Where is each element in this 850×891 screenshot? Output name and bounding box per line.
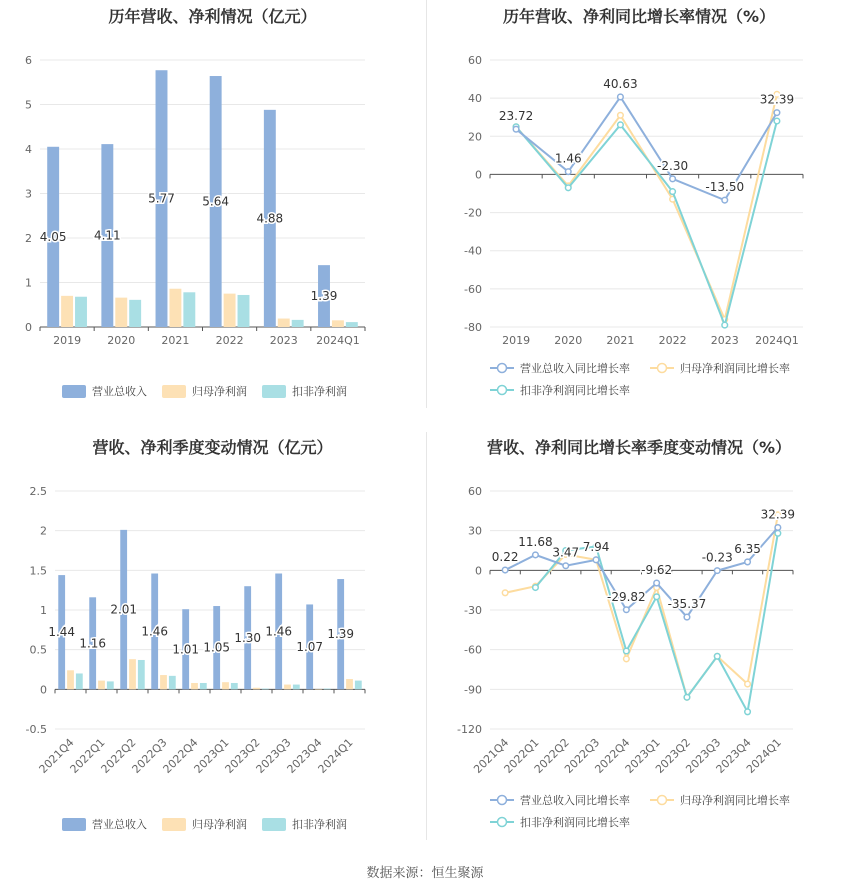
legend-label: 扣非净利润同比增长率 [520, 384, 630, 397]
series-point-扣非净利润同比增长率 [624, 648, 630, 654]
chart-title: 营收、净利同比增长率季度变动情况（%） [486, 438, 792, 457]
x-tick-label: 2019 [53, 334, 82, 347]
data-label: -29.82 [607, 589, 646, 604]
data-label: 4.11 [93, 228, 121, 243]
y-tick-label: 1.5 [29, 564, 47, 578]
legend-marker [498, 386, 507, 395]
vertical-divider-top [426, 0, 427, 408]
series-point-营业总收入同比增长率 [624, 607, 630, 613]
legend-marker [498, 796, 507, 805]
data-label: 1.46 [141, 624, 169, 639]
y-tick-label: 1 [40, 604, 47, 617]
data-label: 1.01 [172, 642, 200, 657]
series-point-营业总收入同比增长率 [654, 580, 660, 586]
x-tick-label: 2023Q3 [253, 735, 294, 776]
bar-归母净利润 [61, 296, 73, 327]
y-tick-label: 20 [468, 130, 482, 144]
series-line-扣非净利润同比增长率 [535, 533, 777, 712]
annual-growth-chart [428, 0, 850, 420]
series-point-营业总收入同比增长率 [502, 567, 508, 573]
y-tick-label: 1 [25, 276, 32, 290]
data-label: 7.94 [582, 539, 610, 554]
annual-revenue-profit-panel [0, 0, 425, 420]
data-label: 5.77 [148, 191, 175, 206]
x-tick-label: 2022Q2 [98, 735, 139, 776]
legend-label: 营业总收入同比增长率 [520, 362, 630, 375]
legend-swatch [62, 818, 86, 831]
data-label: -9.62 [641, 563, 673, 578]
legend-label: 归母净利润 [192, 385, 247, 398]
data-label: 5.64 [202, 194, 230, 209]
x-tick-label: 2022Q4 [160, 735, 201, 776]
bar-归母净利润 [284, 685, 291, 690]
bar-扣非净利润 [183, 292, 195, 327]
series-point-营业总收入同比增长率 [513, 126, 519, 132]
x-tick-label: 2023Q4 [284, 735, 325, 776]
y-tick-label: 6 [25, 54, 32, 67]
data-label: 32.39 [760, 507, 796, 522]
legend-swatch [162, 385, 186, 398]
x-tick-label: 2023 [710, 334, 739, 347]
bar-归母净利润 [160, 675, 167, 689]
y-tick-label: -40 [464, 244, 482, 258]
x-tick-label: 2024Q1 [743, 735, 784, 776]
series-point-归母净利润同比增长率 [624, 656, 630, 662]
bar-扣非净利润 [324, 689, 331, 690]
y-tick-label: -0.5 [25, 723, 47, 736]
x-tick-label: 2024Q1 [316, 334, 360, 347]
annual-revenue-profit-chart [0, 0, 425, 420]
series-point-营业总收入同比增长率 [565, 169, 571, 175]
bar-扣非净利润 [292, 320, 304, 327]
bar-扣非净利润 [76, 673, 83, 689]
quarterly-growth-panel [428, 431, 850, 851]
bar-归母净利润 [332, 320, 344, 327]
y-tick-label: -90 [464, 683, 482, 697]
x-tick-label: 2021Q4 [36, 735, 77, 776]
x-tick-label: 2019 [502, 334, 531, 347]
y-tick-label: 5 [25, 98, 32, 112]
data-label: 4.88 [256, 211, 284, 226]
series-point-营业总收入同比增长率 [618, 94, 624, 100]
legend-label: 归母净利润同比增长率 [680, 794, 790, 807]
legend-marker [658, 364, 667, 373]
x-tick-label: 2021 [161, 334, 190, 347]
series-point-扣非净利润同比增长率 [722, 322, 728, 328]
bar-归母净利润 [129, 659, 136, 689]
x-tick-label: 2023Q2 [653, 735, 694, 776]
data-label: 3.47 [552, 545, 580, 560]
x-tick-label: 2023Q4 [713, 735, 754, 776]
data-label: -35.37 [667, 597, 707, 612]
y-tick-label: -80 [464, 321, 482, 334]
x-tick-label: 2022Q2 [531, 735, 572, 776]
series-point-归母净利润同比增长率 [618, 113, 624, 119]
bar-归母净利润 [115, 298, 127, 327]
y-tick-label: 30 [468, 524, 482, 538]
x-tick-label: 2022 [215, 334, 244, 347]
legend-swatch [162, 818, 186, 831]
data-label: 1.30 [234, 630, 262, 645]
data-label: 1.16 [79, 636, 107, 651]
data-label: -2.30 [657, 158, 689, 173]
data-label: 1.05 [203, 640, 231, 655]
bar-归母净利润 [315, 689, 322, 690]
x-tick-label: 2022Q1 [501, 735, 542, 776]
series-point-营业总收入同比增长率 [714, 568, 720, 574]
x-tick-label: 2023Q2 [222, 735, 263, 776]
y-tick-label: 3 [25, 187, 32, 201]
data-label: 1.46 [265, 624, 293, 639]
annual-growth-panel [428, 0, 850, 420]
series-point-扣非净利润同比增长率 [774, 118, 780, 124]
series-point-扣非净利润同比增长率 [565, 185, 571, 191]
quarterly-revenue-profit-panel [0, 431, 425, 851]
y-tick-label: -120 [457, 723, 482, 736]
legend-label: 营业总收入 [92, 818, 147, 831]
y-tick-label: 2 [40, 524, 47, 538]
bar-归母净利润 [191, 683, 198, 689]
legend-swatch [262, 818, 286, 831]
y-tick-label: 0 [475, 168, 482, 182]
quarterly-revenue-profit-chart [0, 431, 425, 851]
data-label: 1.39 [310, 289, 338, 304]
bar-扣非净利润 [138, 660, 145, 689]
bar-扣非净利润 [355, 681, 362, 690]
data-source-label: 数据来源：恒生聚源 [366, 866, 484, 881]
x-tick-label: 2021Q4 [471, 735, 512, 776]
bar-归母净利润 [98, 681, 105, 690]
y-tick-label: -60 [464, 282, 482, 296]
x-tick-label: 2023Q1 [622, 735, 663, 776]
y-tick-label: -30 [464, 604, 482, 617]
y-tick-label: 60 [468, 485, 482, 498]
legend-label: 扣非净利润 [292, 385, 347, 398]
data-label: 32.39 [759, 92, 795, 107]
series-point-营业总收入同比增长率 [593, 557, 599, 563]
series-point-扣非净利润同比增长率 [618, 122, 624, 128]
data-label: -0.23 [701, 550, 733, 565]
bar-归母净利润 [67, 670, 74, 689]
legend-label: 归母净利润同比增长率 [680, 362, 790, 375]
chart-title: 历年营收、净利同比增长率情况（%） [502, 7, 776, 26]
series-point-归母净利润同比增长率 [745, 681, 751, 687]
data-label: -13.50 [705, 180, 745, 195]
series-point-扣非净利润同比增长率 [714, 653, 720, 659]
x-tick-label: 2020 [107, 334, 136, 347]
y-tick-label: 40 [468, 92, 482, 106]
data-label: 1.39 [327, 627, 355, 642]
y-tick-label: 4 [25, 143, 32, 156]
series-point-扣非净利润同比增长率 [684, 694, 690, 700]
bar-扣非净利润 [231, 683, 238, 689]
bar-扣非净利润 [238, 295, 250, 327]
y-tick-label: 0.5 [29, 643, 47, 657]
series-point-营业总收入同比增长率 [774, 110, 780, 116]
x-tick-label: 2022Q3 [129, 735, 170, 776]
bar-扣非净利润 [293, 685, 300, 690]
legend-marker [498, 364, 507, 373]
data-label: 4.05 [39, 229, 67, 244]
series-point-营业总收入同比增长率 [722, 197, 728, 203]
data-label: 11.68 [518, 534, 553, 549]
y-tick-label: 0 [25, 321, 32, 334]
data-label: 1.07 [296, 639, 324, 654]
series-point-营业总收入同比增长率 [670, 176, 676, 182]
series-point-营业总收入同比增长率 [745, 559, 751, 565]
y-tick-label: 60 [468, 54, 482, 67]
y-tick-label: 0 [40, 683, 47, 697]
series-point-营业总收入同比增长率 [684, 614, 690, 620]
y-tick-label: 2.5 [29, 485, 47, 498]
bar-扣非净利润 [129, 300, 141, 327]
x-tick-label: 2021 [606, 334, 635, 347]
bar-扣非净利润 [262, 689, 269, 690]
legend-label: 扣非净利润 [292, 818, 347, 831]
series-point-扣非净利润同比增长率 [745, 709, 751, 715]
bar-扣非净利润 [200, 683, 207, 689]
bar-扣非净利润 [107, 681, 114, 689]
x-tick-label: 2022 [658, 334, 687, 347]
bar-扣非净利润 [169, 676, 176, 689]
legend-label: 营业总收入 [92, 385, 147, 398]
series-point-归母净利润同比增长率 [502, 590, 508, 596]
series-point-扣非净利润同比增长率 [533, 585, 539, 591]
data-label: 1.46 [554, 151, 582, 166]
series-point-营业总收入同比增长率 [775, 525, 781, 531]
vertical-divider-bottom [426, 432, 427, 840]
series-point-扣非净利润同比增长率 [654, 594, 660, 600]
bar-归母净利润 [224, 294, 236, 327]
legend-label: 扣非净利润同比增长率 [520, 816, 630, 829]
y-tick-label: 0 [475, 564, 482, 578]
series-point-扣非净利润同比增长率 [775, 531, 781, 537]
legend-swatch [62, 385, 86, 398]
series-point-营业总收入同比增长率 [563, 563, 569, 569]
bar-归母净利润 [169, 289, 181, 327]
series-point-扣非净利润同比增长率 [670, 189, 676, 195]
bar-扣非净利润 [75, 297, 87, 327]
x-tick-label: 2022Q4 [592, 735, 633, 776]
chart-title: 历年营收、净利情况（亿元） [108, 7, 317, 26]
x-tick-label: 2022Q3 [562, 735, 603, 776]
bar-归母净利润 [346, 679, 353, 689]
data-label: 1.44 [48, 625, 76, 640]
legend-label: 归母净利润 [192, 818, 247, 831]
bar-归母净利润 [278, 319, 290, 327]
legend-label: 营业总收入同比增长率 [520, 794, 630, 807]
legend-swatch [262, 385, 286, 398]
series-point-营业总收入同比增长率 [533, 552, 539, 558]
data-label: 2.01 [110, 602, 138, 617]
y-tick-label: -60 [464, 643, 482, 657]
x-tick-label: 2022Q1 [67, 735, 108, 776]
y-tick-label: -20 [464, 206, 482, 220]
legend-marker [498, 818, 507, 827]
x-tick-label: 2020 [554, 334, 583, 347]
series-line-归母净利润同比增长率 [516, 94, 777, 319]
legend-marker [658, 796, 667, 805]
x-tick-label: 2024Q1 [755, 334, 799, 347]
data-label: 6.35 [734, 541, 761, 556]
chart-title: 营收、净利季度变动情况（亿元） [92, 438, 333, 457]
y-tick-label: 2 [25, 232, 32, 245]
data-label: 23.72 [498, 109, 534, 124]
bar-归母净利润 [253, 688, 260, 690]
bar-扣非净利润 [346, 322, 358, 327]
x-tick-label: 2024Q1 [315, 735, 356, 776]
data-label: 40.63 [603, 76, 638, 91]
bar-归母净利润 [222, 682, 229, 689]
quarterly-growth-chart [428, 431, 850, 851]
data-label: 0.22 [491, 550, 519, 565]
x-tick-label: 2023Q3 [683, 735, 724, 776]
x-tick-label: 2023Q1 [191, 735, 232, 776]
x-tick-label: 2023 [269, 334, 298, 347]
